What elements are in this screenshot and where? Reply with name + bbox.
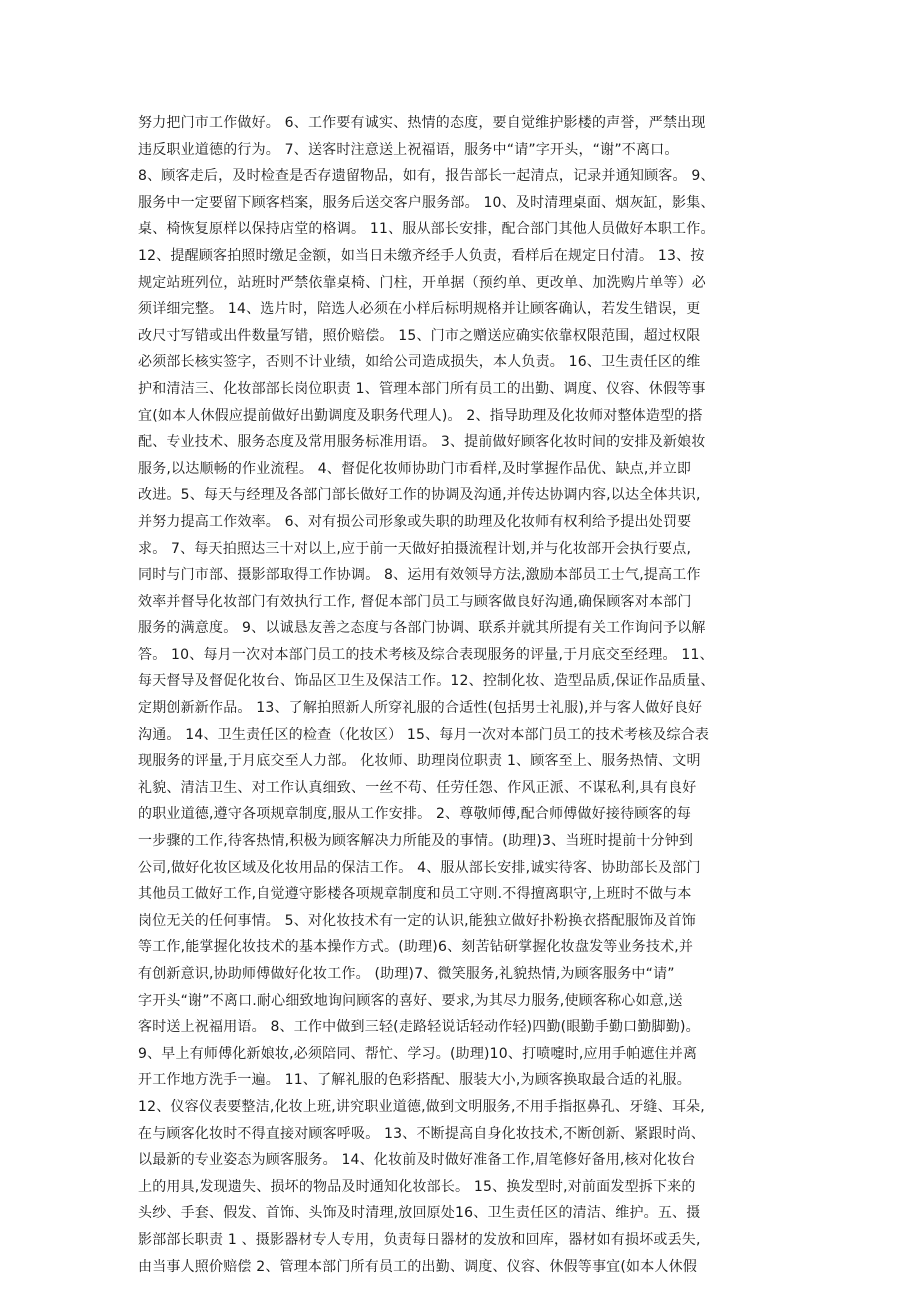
text-line: 违反职业道德的行为。 7、送客时注意送上祝福语，服务中“请”字开头，“谢”不离口。 <box>138 141 679 158</box>
text-line: 规定站班列位，站班时严禁依靠桌椅、门柱，开单据（预约单、更改单、加洗购片单等）必 <box>138 274 706 291</box>
text-line: 有创新意识,协助师傅做好化妆工作。 (助理)7、微笑服务,礼貌热情,为顾客服务中“请” <box>138 966 675 982</box>
text-line: 客时送上祝福用语。 8、工作中做到三轻(走路轻说话轻动作轻)四勤(眼勤手勤口勤脚勤)。 <box>138 1019 700 1036</box>
text-line: 公司,做好化妆区域及化妆用品的保洁工作。 4、服从部长安排,诚实待客、协助部长及部门 <box>138 859 701 876</box>
text-line: 改进。5、每天与经理及各部门部长做好工作的协调及沟通,并传达协调内容,以达全体共识, <box>138 487 701 504</box>
text-line: 其他员工做好工作,自觉遵守影楼各项规章制度和员工守则.不得擅离职守,上班时不做与本 <box>138 886 692 903</box>
text-line: 护和清洁三、化妆部部长岗位职责 1、管理本部门所有员工的出勤、调度、仪容、休假等事 <box>138 380 706 397</box>
text-line: 沟通。 14、卫生责任区的检查（化妆区） 15、每月一次对本部门员工的技术考核及综合表 <box>138 726 710 743</box>
text-line: 9、早上有师傅化新娘妆,必须陪同、帮忙、学习。(助理)10、打喷嚏时,应用手帕遮住并离 <box>138 1045 698 1062</box>
text-line: 并努力提高工作效率。 6、对有损公司形象或失职的助理及化妆师有权利给予提出处罚要 <box>138 513 692 530</box>
text-line: 桌、椅恢复原样以保持店堂的格调。 11、服从部长安排，配合部门其他人员做好本职工作。 <box>138 221 715 238</box>
text-line: 求。 7、每天拍照达三十对以上,应于前一天做好拍摄流程计划,并与化妆部开会执行要点, <box>138 540 692 557</box>
body-text <box>138 110 788 1280</box>
text-line: 头纱、手套、假发、首饰、头饰及时清理,放回原处16、卫生责任区的清洁、维护。五、摄 <box>138 1205 701 1222</box>
text-line: 每天督导及督促化妆台、饰品区卫生及保洁工作。12、控制化妆、造型品质,保证作品质量、 <box>138 673 715 690</box>
text-line: 服务的满意度。 9、以诚恳友善之态度与各部门协调、联系并就其所提有关工作询问予以解 <box>138 620 706 637</box>
text-line: 12、仪容仪表要整洁,化妆上班,讲究职业道德,做到文明服务,不用手指抠鼻孔、牙缝、耳朵, <box>138 1098 705 1115</box>
text-line: 礼貌、清洁卫生、对工作认真细致、一丝不苟、任劳任怨、作风正派、不谋私利,具有良好 <box>138 779 697 796</box>
text-line: 服务,以达顺畅的作业流程。 4、督促化妆师协助门市看样,及时掌握作品优、缺点,并立即 <box>138 460 692 477</box>
text-line: 必须部长核实签字，否则不计业绩，如给公司造成损失，本人负责。 16、卫生责任区的维 <box>138 354 701 371</box>
text-line: 字开头“谢”不离口.耐心细致地询问顾客的喜好、要求,为其尽力服务,使顾客称心如意,送 <box>138 992 683 1009</box>
text-line: 以最新的专业姿态为顾客服务。 14、化妆前及时做好准备工作,眉笔修好备用,核对化妆台 <box>138 1152 696 1169</box>
text-line: 开工作地方洗手一遍。 11、了解礼服的色彩搭配、服装大小,为顾客换取最合适的礼服。 <box>138 1072 691 1089</box>
text-line: 须详细完整。 14、选片时，陪选人必须在小样后标明规格并让顾客确认，若发生错误，更 <box>138 301 701 318</box>
text-line: 答。 10、每月一次对本部门员工的技术考核及综合表现服务的评量,于月底交至经理。 11、 <box>138 646 714 663</box>
text-line: 12、提醒顾客拍照时缴足金额，如当日未缴齐经手人负责，看样后在规定日付清。 13、按 <box>138 247 705 264</box>
text-line: 努力把门市工作做好。 6、工作要有诚实、热情的态度，要自觉维护影楼的声誉，严禁出现 <box>138 115 706 131</box>
text-line: 现服务的评量,于月底交至人力部。 化妆师、助理岗位职责 1、顾客至上、服务热情、文明 <box>138 753 701 770</box>
text-line: 宜(如本人休假应提前做好出勤调度及职务代理人)。 2、指导助理及化妆师对整体造型的搭 <box>138 407 703 424</box>
text-line: 改尺寸写错或出件数量写错，照价赔偿。 15、门市之赠送应确实依靠权限范围，超过权限 <box>138 327 701 344</box>
text-line: 岗位无关的任何事情。 5、对化妆技术有一定的认识,能独立做好扑粉换衣搭配服饰及首饰 <box>138 912 697 929</box>
text-line: 等工作,能掌握化妆技术的基本操作方式。(助理)6、刻苦钻研掌握化妆盘发等业务技术,并 <box>138 939 694 956</box>
text-line: 影部部长职责 1 、摄影器材专人专用，负责每日器材的发放和回库，器材如有损坏或丢失, <box>138 1231 701 1248</box>
text-line: 配、专业技术、服务态度及常用服务标准用语。 3、提前做好顾客化妆时间的安排及新娘妆 <box>138 434 706 451</box>
text-line: 同时与门市部、摄影部取得工作协调。 8、运用有效领导方法,激励本部员工士气,提高工作 <box>138 567 701 584</box>
text-line: 在与顾客化妆时不得直接对顾客呼吸。 13、不断提高自身化妆技术,不断创新、紧跟时尚、 <box>138 1125 706 1142</box>
text-line: 服务中一定要留下顾客档案，服务后送交客户服务部。 10、及时清理桌面、烟灰缸，影集、 <box>138 194 715 211</box>
text-line: 定期创新新作品。 13、了解拍照新人所穿礼服的合适性(包括男士礼服),并与客人做好良好 <box>138 700 703 717</box>
text-line: 一步骤的工作,待客热情,积极为顾客解决力所能及的事情。(助理)3、当班时提前十分钟到 <box>138 833 694 850</box>
text-line: 8、顾客走后，及时检查是否存遗留物品，如有，报告部长一起清点，记录并通知顾客。 9、 <box>138 168 715 185</box>
text-line: 的职业道德,遵守各项规章制度,服从工作安排。 2、尊敬师傅,配合师傅做好接待顾客的每 <box>138 806 692 823</box>
text-line: 效率并督导化妆部门有效执行工作, 督促本部门员工与顾客做良好沟通,确保顾客对本部门 <box>138 593 692 610</box>
text-line: 上的用具,发现遗失、损坏的物品及时通知化妆部长。 15、换发型时,对前面发型拆下来的 <box>138 1178 696 1195</box>
text-line: 由当事人照价赔偿 2、管理本部门所有员工的出勤、调度、仪容、休假等事宜(如本人休假 <box>138 1258 698 1275</box>
